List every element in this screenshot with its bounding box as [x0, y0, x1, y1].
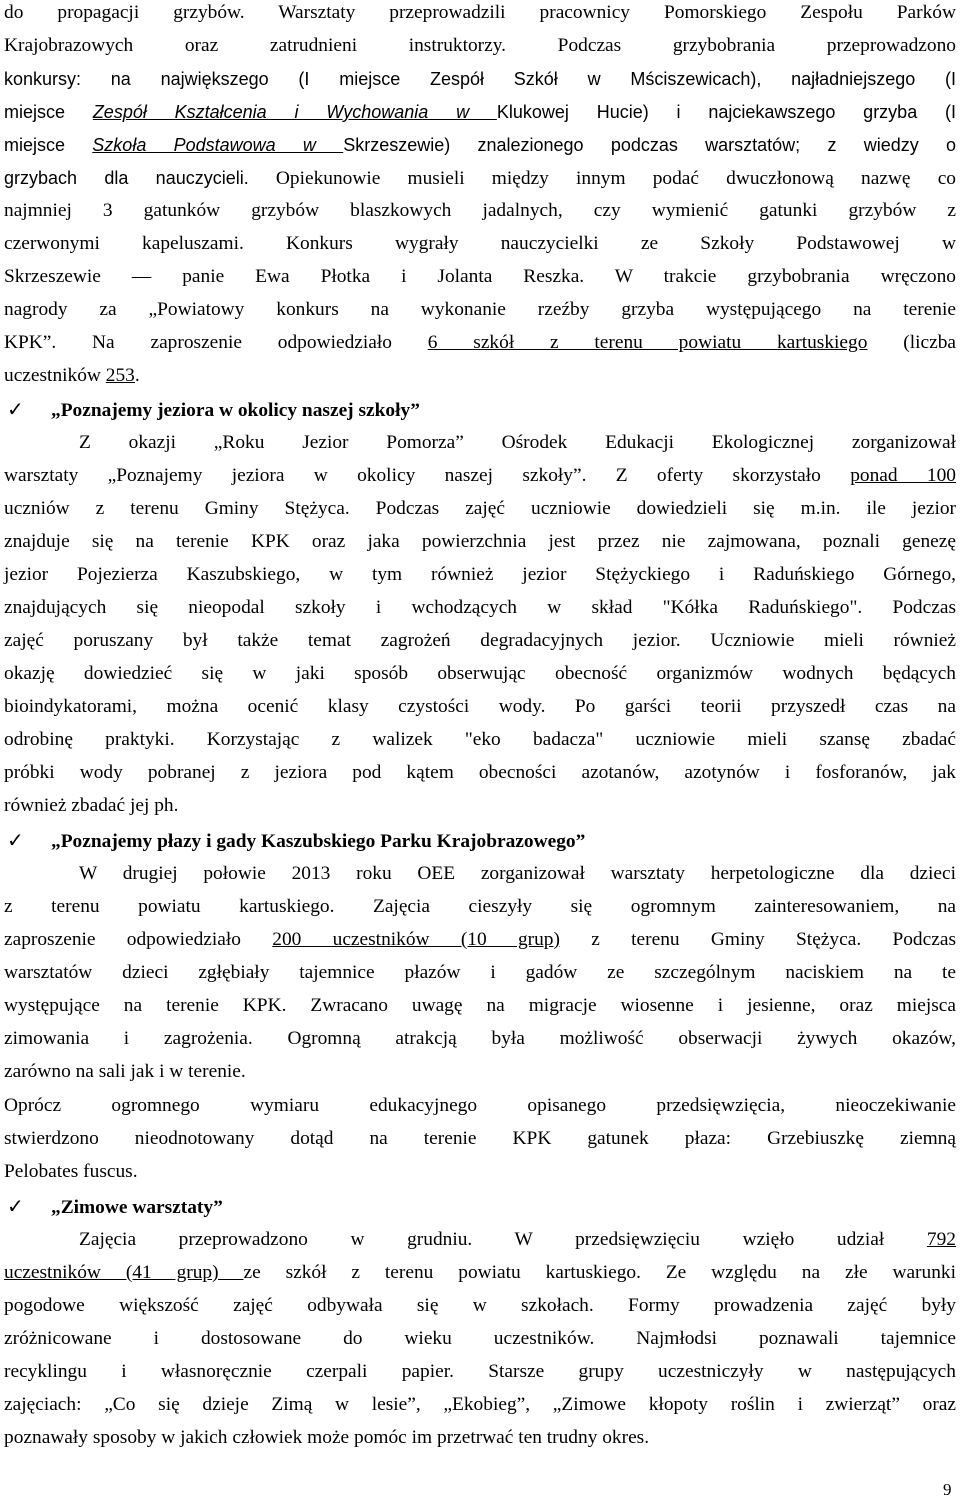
text-line: Krajobrazowych oraz zatrudnieni instruktorzy. Podczas grzybobrania przeprowadzono: [4, 35, 956, 56]
text-line: do propagacji grzybów. Warsztaty przeprowadzili pracownicy Pomorskiego Zespołu Parków: [4, 2, 956, 23]
text-line: poznawały sposoby w jakich człowiek może pomóc im przetrwać ten trudny okres.: [4, 1427, 650, 1448]
text-line: występujące na terenie KPK. Zwracano uwagę na migracje wiosenne i jesienne, oraz miejsca: [4, 995, 956, 1016]
text-line: również zbadać jej ph.: [4, 795, 179, 816]
underlined-text: 253: [105, 365, 135, 386]
text-span: ze szkół z terenu powiatu kartuskiego. Ze względu na złe warunki: [243, 1262, 956, 1283]
text-line: zarówno na sali jak i w terenie.: [4, 1061, 246, 1082]
text-span: Zajęcia przeprowadzono w grudniu. W przedsięwzięciu wzięło udział: [79, 1229, 927, 1250]
underlined-text: 200 uczestników (10 grup): [272, 929, 560, 950]
text-line: [4, 331, 956, 355]
section-title: „Poznajemy płazy i gady Kaszubskiego Parku Krajobrazowego”: [51, 831, 586, 852]
text-line: Pelobates fuscus.: [4, 1161, 138, 1182]
text-span: KPK”. Na zaproszenie odpowiedziało: [4, 332, 428, 353]
text-line: jezior Pojezierza Kaszubskiego, w tym również jezior Stężyckiego i Raduńskiego Górnego,: [4, 564, 956, 585]
checkmark-icon: ✓: [7, 1196, 24, 1218]
underlined-text: ponad 100: [850, 465, 956, 486]
text-line: warsztatów dzieci zgłębiały tajemnice płazów i gadów ze szczególnym naciskiem na te: [4, 962, 956, 983]
section-title: „Zimowe warsztaty”: [51, 1197, 223, 1218]
text-span: .: [134, 365, 140, 386]
text-line: Skrzeszewie — panie Ewa Płotka i Jolanta Reszka. W trakcie grzybobrania wręczono: [4, 266, 956, 287]
text-line: znajdujących się nieopodal szkoły i wchodzących w skład "Kółka Raduńskiego". Podczas: [4, 597, 956, 618]
text-span: warsztaty „Poznajemy jeziora w okolicy naszej szkoły”. Z oferty skorzystało: [4, 465, 851, 486]
text-line: stwierdzono nieodnotowany dotąd na terenie KPK gatunek płaza: Grzebiuszkę ziemną: [4, 1128, 956, 1149]
underlined-text: 792: [926, 1229, 956, 1250]
text-line: [4, 364, 956, 388]
text-line: [4, 928, 956, 952]
text-line: pogodowe większość zajęć odbywała się w szkołach. Formy prowadzenia zajęć były: [4, 1295, 956, 1316]
text-line: recyklingu i własnoręcznie czerpali papier. Starsze grupy uczestniczyły w następujących: [4, 1361, 956, 1382]
underlined-text: uczestników (41 grup): [4, 1262, 244, 1283]
text-line: Oprócz ogromnego wymiaru edukacyjnego opisanego przedsięwzięcia, nieoczekiwanie: [4, 1095, 956, 1116]
text-line: nagrody za „Powiatowy konkurs na wykonanie rzeźby grzyba występującego na terenie: [4, 299, 956, 320]
text-line: [4, 100, 956, 124]
school-name-link: Zespół Kształcenia i Wychowania w: [92, 102, 497, 122]
text-line: odrobinę praktyki. Korzystając z walizek "eko badacza" uczniowie mieli szansę zbadać: [4, 729, 956, 750]
section-heading: [7, 829, 585, 854]
checkmark-icon: ✓: [7, 830, 24, 852]
text-line: Z okazji „Roku Jezior Pomorza” Ośrodek Edukacji Ekologicznej zorganizował: [79, 432, 956, 453]
underlined-text: 6 szkół z terenu powiatu kartuskiego: [427, 332, 868, 353]
text-span: Klukowej Hucie) i najciekawszego grzyba (I: [496, 102, 956, 122]
text-span: z terenu Gminy Stężyca. Podczas: [559, 929, 956, 950]
text-line: zimowania i zagrożenia. Ogromną atrakcją była możliwość obserwacji żywych okazów,: [4, 1028, 956, 1049]
checkmark-icon: ✓: [7, 399, 24, 421]
text-line: zróżnicowane i dostosowane do wieku uczestników. Najmłodsi poznawali tajemnice: [4, 1328, 956, 1349]
text-span: Skrzeszewie) znalezionego podczas warsztatów; z wiedzy o: [343, 135, 957, 155]
text-line: zajęć poruszany był także temat zagrożeń degradacyjnych jezior. Uczniowie mieli również: [4, 630, 956, 651]
text-line: z terenu powiatu kartuskiego. Zajęcia cieszyły się ogromnym zainteresowaniem, na: [4, 896, 956, 917]
text-line: [4, 133, 956, 157]
text-line: [4, 464, 956, 488]
text-line: konkursy: na największego (I miejsce Zespół Szkół w Mściszewicach), najładniejszego (I: [4, 69, 956, 89]
text-line: uczniów z terenu Gminy Stężyca. Podczas zajęć uczniowie dowiedzieli się m.in. ile jezior: [4, 498, 956, 519]
school-name-link: Szkoła Podstawowa w: [92, 135, 344, 155]
text-line: okazję dowiedzieć się w jaki sposób obserwując obecność organizmów wodnych będących: [4, 663, 956, 684]
text-line: bioindykatorami, można ocenić klasy czystości wody. Po garści teorii przyszedł czas na: [4, 696, 956, 717]
text-span: uczestników: [4, 365, 106, 386]
page-number: 9: [943, 1480, 952, 1499]
text-span: miejsce: [4, 135, 93, 155]
text-span: grzybach dla nauczycieli.: [4, 168, 249, 188]
section-title: „Poznajemy jeziora w okolicy naszej szkoły”: [51, 400, 420, 421]
section-heading: [7, 398, 420, 423]
text-line: próbki wody pobranej z jeziora pod kątem obecności azotanów, azotynów i fosforanów, jak: [4, 762, 956, 783]
text-span: (liczba: [867, 332, 956, 353]
text-span: Opiekunowie musieli między innym podać dwuczłonową nazwę co: [248, 168, 956, 189]
text-line: [4, 166, 956, 191]
text-line: [79, 1228, 956, 1252]
text-span: zaproszenie odpowiedziało: [4, 929, 273, 950]
text-line: zajęciach: „Co się dzieje Zimą w lesie”, „Ekobieg”, „Zimowe kłopoty roślin i zwierząt” oraz: [4, 1394, 956, 1415]
text-span: miejsce: [4, 102, 93, 122]
text-line: czerwonymi kapeluszami. Konkurs wygrały nauczycielki ze Szkoły Podstawowej w: [4, 233, 956, 254]
text-line: najmniej 3 gatunków grzybów blaszkowych jadalnych, czy wymienić gatunki grzybów z: [4, 200, 956, 221]
section-heading: [7, 1195, 223, 1220]
text-line: znajduje się na terenie KPK oraz jaka powierzchnia jest przez nie zajmowana, poznali genezę: [4, 531, 956, 552]
text-line: W drugiej połowie 2013 roku OEE zorganizował warsztaty herpetologiczne dla dzieci: [79, 863, 956, 884]
text-line: [4, 1261, 956, 1285]
